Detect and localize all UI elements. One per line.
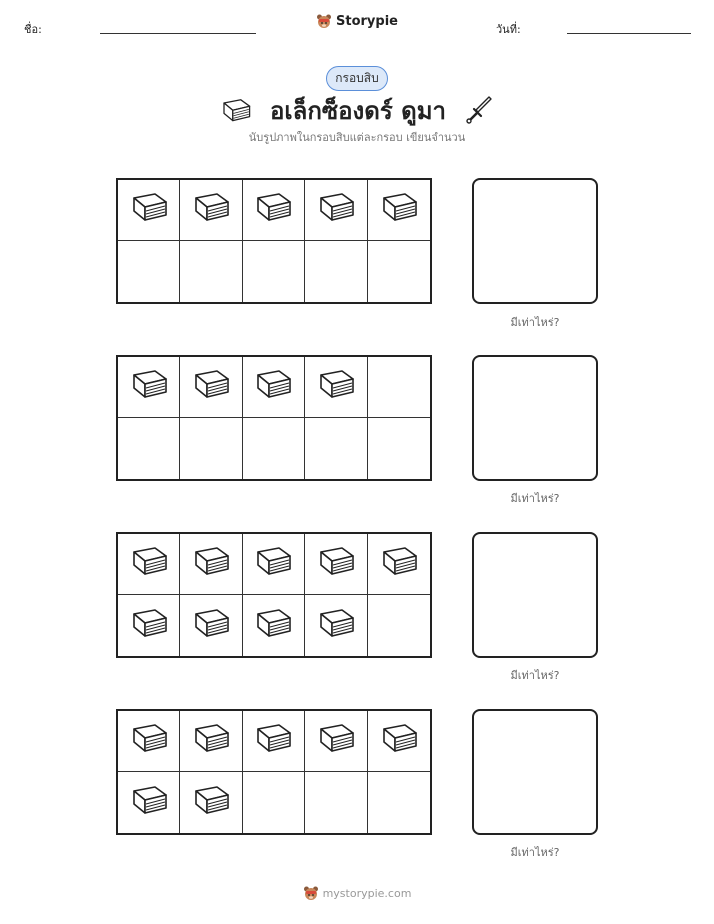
frame-cell [180,418,242,479]
sword-icon [464,96,494,126]
ten-frame-2 [116,355,432,481]
frame-cell [305,711,367,772]
frame-cell [243,534,305,595]
frame-cell [180,241,242,302]
book-icon [129,784,169,822]
frame-cell [180,772,242,833]
frame-cell [243,595,305,656]
book-icon [129,722,169,760]
frame-cell [180,180,242,241]
frame-cell [305,595,367,656]
book-icon [220,97,252,125]
frame-cell [368,595,430,656]
name-label: ชื่อ: [24,23,42,36]
answer-box-2[interactable] [472,355,598,481]
frame-cell [368,418,430,479]
frame-cell [180,534,242,595]
frame-cell [368,357,430,418]
frame-cell [118,772,180,833]
answer-box-3[interactable] [472,532,598,658]
frame-cell [305,180,367,241]
book-icon [316,368,356,406]
book-icon [253,545,293,583]
answer-box-4[interactable] [472,709,598,835]
date-label: วันที่: [496,23,521,36]
ten-frame-1 [116,178,432,304]
footer-url: mystorypie.com [322,887,412,900]
question-4: มีเท่าไหร่? [510,846,560,859]
ten-frame-4 [116,709,432,835]
frame-cell [305,772,367,833]
frame-cell [305,418,367,479]
book-icon [129,545,169,583]
frame-cell [243,711,305,772]
frame-cell [180,595,242,656]
book-icon [379,545,419,583]
bear-logo-icon [303,885,319,902]
topic-badge: กรอบสิบ [326,66,388,91]
book-icon [129,607,169,645]
frame-cell [305,241,367,302]
frame-cell [118,534,180,595]
book-icon [253,191,293,229]
frame-cell [368,534,430,595]
worksheet-title: อเล็กซ็องดร์ ดูมา [270,97,446,125]
frame-cell [368,241,430,302]
bear-logo-icon [316,13,332,30]
brand [0,13,714,30]
book-icon [129,191,169,229]
frame-cell [305,357,367,418]
book-icon [316,722,356,760]
frame-cell [243,241,305,302]
frame-cell [180,711,242,772]
frame-cell [118,241,180,302]
answer-box-1[interactable] [472,178,598,304]
book-icon [253,368,293,406]
footer [0,885,714,902]
frame-cell [368,180,430,241]
book-icon [191,722,231,760]
frame-cell [243,418,305,479]
book-icon [253,722,293,760]
frame-cell [118,357,180,418]
frame-cell [368,772,430,833]
frame-cell [118,595,180,656]
book-icon [191,191,231,229]
book-icon [316,545,356,583]
book-icon [191,784,231,822]
book-icon [316,607,356,645]
book-icon [379,191,419,229]
question-1: มีเท่าไหร่? [510,316,560,329]
frame-cell [305,534,367,595]
book-icon [316,191,356,229]
frame-cell [243,180,305,241]
book-icon [253,607,293,645]
question-3: มีเท่าไหร่? [510,669,560,682]
book-icon [379,722,419,760]
frame-cell [118,711,180,772]
ten-frame-3 [116,532,432,658]
name-line [100,33,256,34]
frame-cell [243,357,305,418]
title-row [0,91,714,130]
book-icon [191,607,231,645]
book-icon [191,368,231,406]
book-icon [129,368,169,406]
book-icon [191,545,231,583]
instructions: นับรูปภาพในกรอบสิบแต่ละกรอบ เขียนจำนวน [248,131,466,144]
date-line [567,33,691,34]
question-2: มีเท่าไหร่? [510,492,560,505]
brand-name: Storypie [336,14,398,29]
frame-cell [243,772,305,833]
frame-cell [118,180,180,241]
frame-cell [368,711,430,772]
frame-cell [118,418,180,479]
frame-cell [180,357,242,418]
